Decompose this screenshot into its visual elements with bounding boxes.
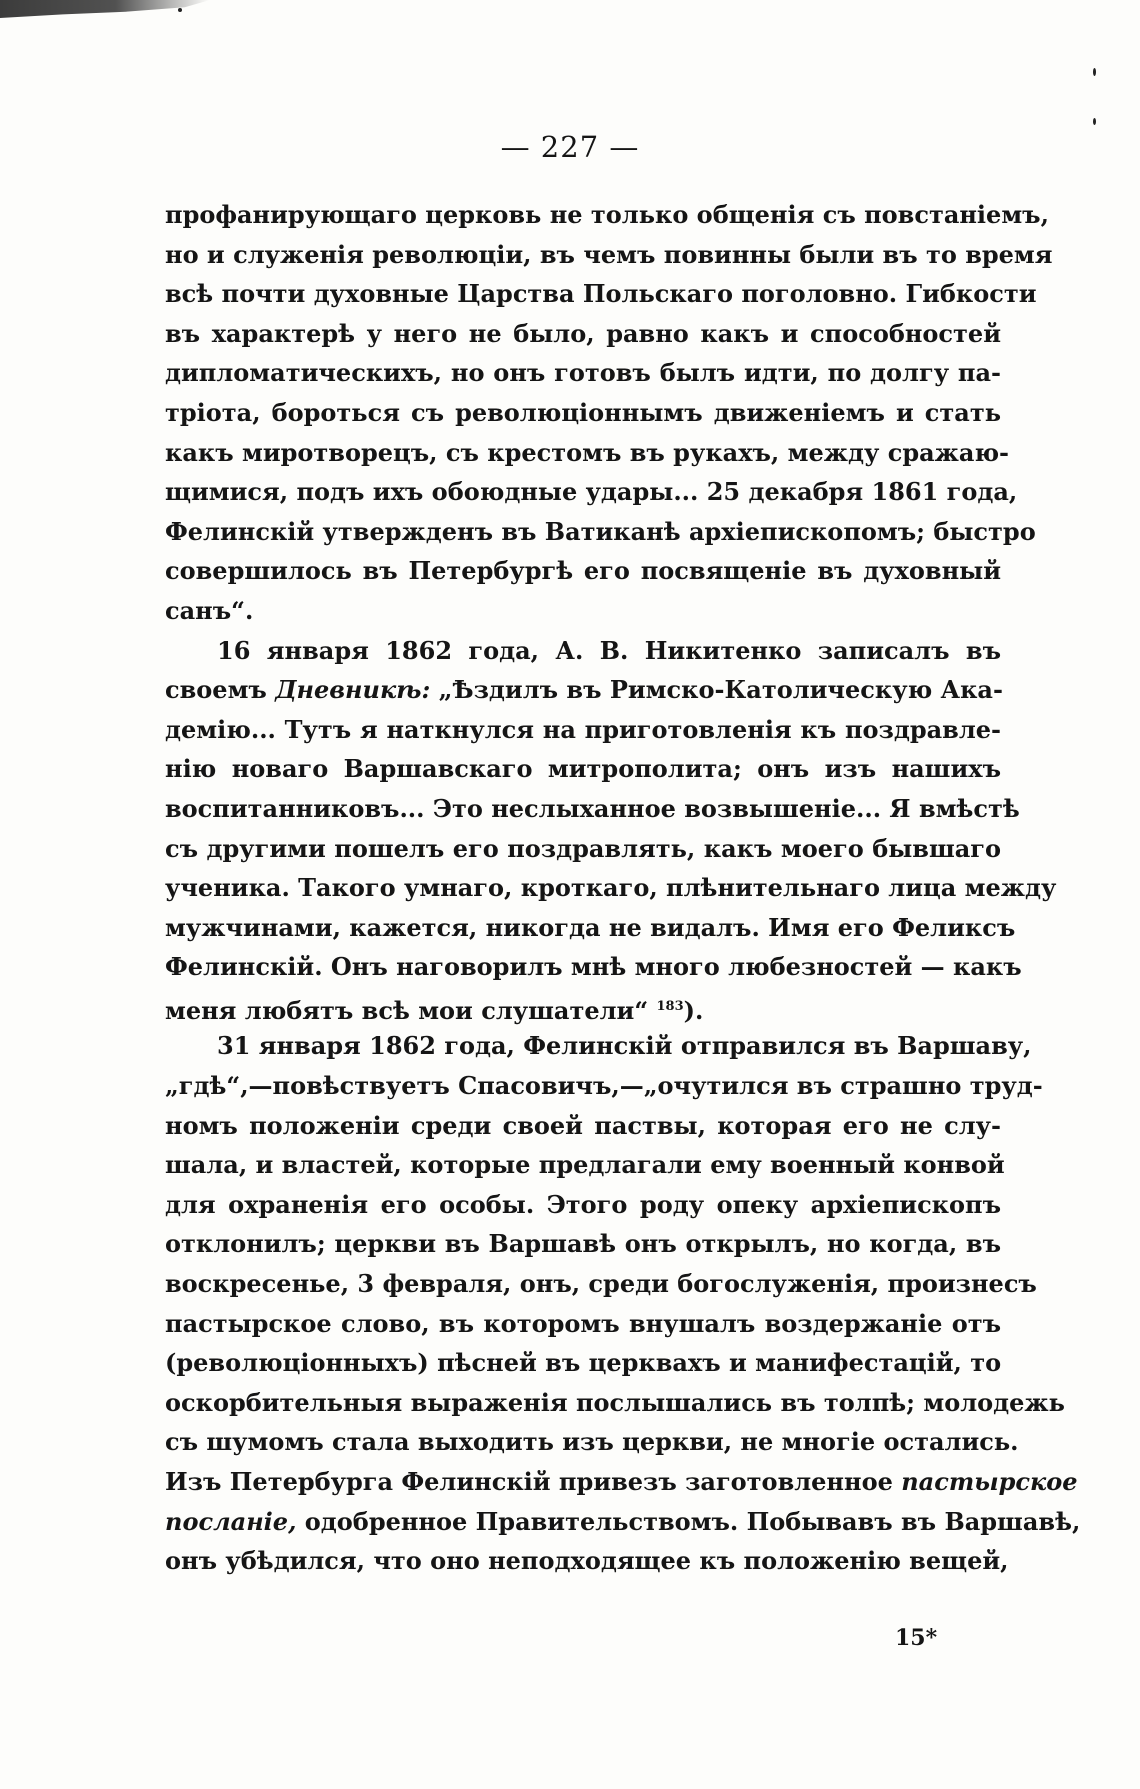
body-text — [165, 195, 1081, 1581]
text-line: (революціонныхъ) пѣсней въ церквахъ и манифестацій, то — [165, 1348, 1002, 1378]
text-line: всѣ почти духовные Царства Польскаго поголовно. Гибкости — [165, 279, 1037, 309]
text-line: 16 января 1862 года, А. В. Никитенко записалъ въ — [217, 635, 1001, 665]
text-line: воскресенье, 3 февраля, онъ, среди богослуженія, произнесъ — [165, 1269, 1037, 1299]
text-line: шала, и властей, которые предлагали ему военный конвой — [165, 1150, 1005, 1180]
text-line: Фелинскій утвержденъ въ Ватиканѣ архіепископомъ; быстро — [165, 516, 1036, 546]
text-run: ). — [683, 995, 704, 1025]
text-line: оскорбительныя выраженія послышались въ толпѣ; молодежь — [165, 1387, 1065, 1417]
text-line — [165, 1462, 1078, 1502]
text-line: щимися, подъ ихъ обоюдные удары... 25 декабря 1861 года, — [165, 477, 1018, 507]
page-number: — 227 — — [500, 130, 640, 164]
text-line: съ другими пошелъ его поздравлять, какъ моего бывшаго — [165, 833, 1001, 863]
text-line: нію новаго Варшавскаго митрополита; онъ изъ нашихъ — [165, 754, 1001, 784]
text-line: мужчинами, кажется, никогда не видалъ. Имя его Феликсъ — [165, 912, 1016, 942]
text-line — [165, 1502, 1081, 1542]
text-line: воспитанниковъ... Это неслыханное возвышеніе... Я вмѣстѣ — [165, 793, 1020, 823]
text-run: „Ѣздилъ въ Римско-Католическую Ака- — [438, 675, 1003, 705]
text-line: онъ убѣдился, что оно неподходящее къ положенію вещей, — [165, 1546, 1009, 1576]
book-title-italic: Дневникѣ: — [275, 675, 431, 705]
text-line — [165, 670, 1001, 710]
text-run: одобренное Правительствомъ. Побывавъ въ Варшавѣ, — [304, 1506, 1081, 1536]
text-line: демію... Тутъ я наткнулся на приготовленія къ поздравле- — [165, 714, 1001, 744]
text-line: Фелинскій. Онъ наговорилъ мнѣ много любезностей — какъ — [165, 952, 1022, 982]
text-line: но и служенія революціи, въ чемъ повинны были въ то время — [165, 239, 1053, 269]
text-line — [165, 987, 1001, 1027]
italic-phrase: посланіе, — [165, 1506, 297, 1536]
text-line: номъ положеніи среди своей паствы, которая его не слу- — [165, 1110, 1001, 1140]
signature-mark: 15* — [895, 1625, 938, 1651]
text-line: 31 января 1862 года, Фелинскій отправился въ Варшаву, — [217, 1031, 1032, 1061]
text-line: профанирующаго церковь не только общенія съ повстаніемъ, — [165, 200, 1049, 229]
text-run: Изъ Петербурга Фелинскій привезъ заготовленное — [165, 1467, 893, 1496]
text-line: санъ“. — [165, 595, 254, 625]
text-line: ученика. Такого умнаго, кроткаго, плѣнительнаго лица между — [165, 873, 1057, 903]
scan-speck — [178, 8, 182, 12]
text-run: меня любятъ всѣ мои слушатели“ — [165, 995, 649, 1025]
text-line: совершилось въ Петербургѣ его посвященіе въ духовный — [165, 556, 1001, 586]
text-run: своемъ — [165, 675, 267, 705]
text-line: дипломатическихъ, но онъ готовъ былъ идти, по долгу па- — [165, 358, 1001, 388]
footnote-ref: 183 — [656, 998, 684, 1014]
text-line: тріота, бороться съ революціоннымъ движеніемъ и стать — [165, 397, 1001, 427]
text-line: для охраненія его особы. Этого роду опеку архіепископъ — [165, 1189, 1001, 1219]
text-line: въ характерѣ у него не было, равно какъ и способностей — [165, 318, 1001, 348]
text-line: пастырское слово, въ которомъ внушалъ воздержаніе отъ — [165, 1308, 1001, 1338]
text-line: „гдѣ“,—повѣствуетъ Спасовичъ,—„очутился въ страшно труд- — [165, 1071, 1043, 1101]
text-line: съ шумомъ стала выходить изъ церкви, не многіе остались. — [165, 1427, 1019, 1457]
italic-phrase: пастырское — [901, 1467, 1078, 1496]
scan-speck — [1093, 68, 1096, 76]
text-line: какъ миротворецъ, съ крестомъ въ рукахъ, между сражаю- — [165, 437, 1010, 467]
scan-speck — [1093, 118, 1096, 125]
text-line: отклонилъ; церкви въ Варшавѣ онъ открылъ, но когда, въ — [165, 1229, 1001, 1259]
